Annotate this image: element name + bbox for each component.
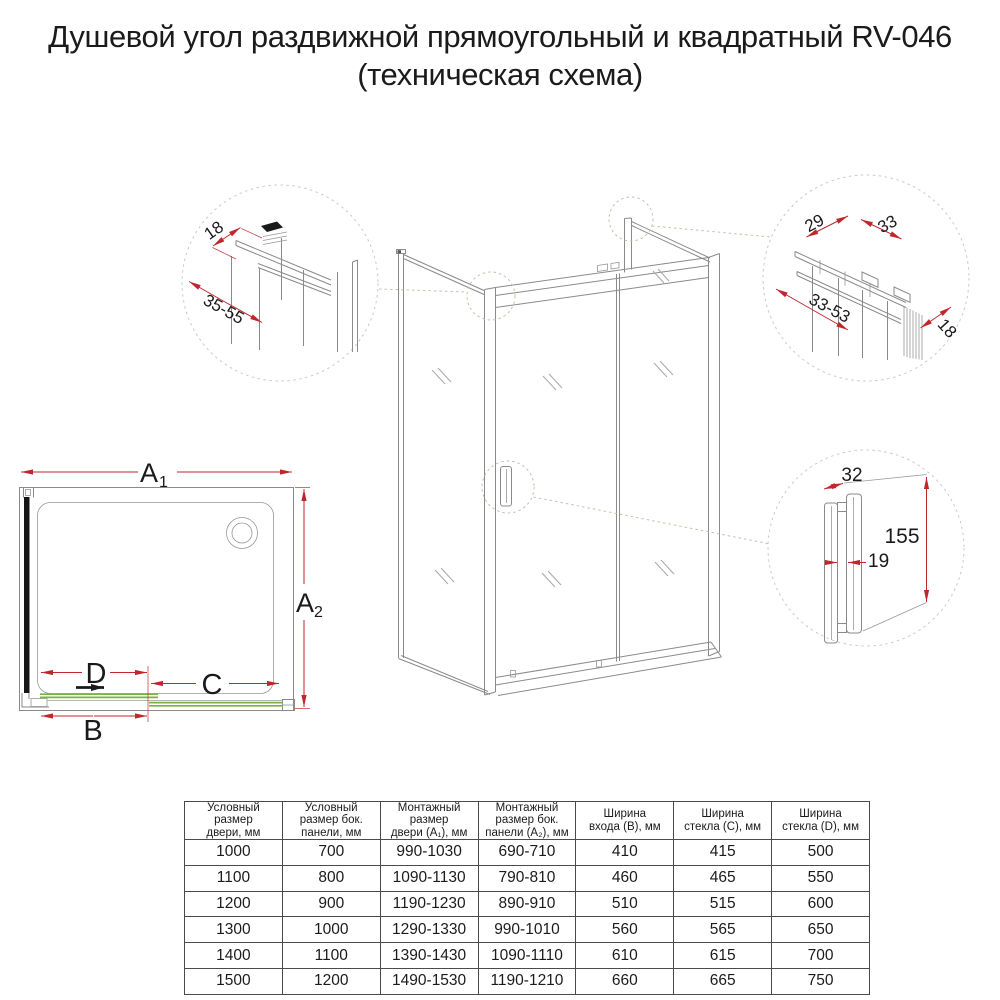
table-cell: 410	[576, 840, 674, 866]
page-title-line2: (техническая схема)	[357, 57, 643, 92]
table-cell: 460	[576, 865, 674, 891]
dim-a1-sub: 1	[159, 474, 168, 491]
mounting-clip	[261, 222, 283, 233]
dimension-a1	[21, 458, 292, 491]
dim-a2-sub: 2	[314, 604, 323, 621]
dim-b-label: B	[83, 715, 103, 747]
column-header: Ширина стекла (D), мм	[772, 802, 870, 840]
zoom-ring-handle	[482, 461, 534, 513]
drain-circle	[227, 518, 258, 549]
table-row	[185, 917, 870, 943]
size-table	[184, 801, 870, 995]
dim-29: 29	[801, 210, 828, 236]
table-cell: 790-810	[478, 865, 576, 891]
table-cell: 750	[772, 968, 870, 994]
detail-circle-top-left-outline	[182, 185, 378, 381]
detail-top-left	[189, 217, 358, 352]
table-cell: 515	[674, 891, 772, 917]
dim-d-label: D	[85, 658, 107, 690]
column-header: Ширина входа (B), мм	[576, 802, 674, 840]
table-cell: 510	[576, 891, 674, 917]
shower-tray	[38, 503, 274, 694]
door-handle	[501, 467, 512, 507]
table-row	[185, 968, 870, 994]
table-cell: 1000	[185, 840, 283, 866]
table-cell: 660	[576, 968, 674, 994]
sliding-door-frame	[485, 254, 722, 696]
table-cell: 1290-1330	[380, 917, 478, 943]
plan-view	[20, 458, 324, 747]
table-cell: 700	[282, 840, 380, 866]
table-cell: 1200	[282, 968, 380, 994]
table-cell: 1000	[282, 917, 380, 943]
table-cell: 610	[576, 943, 674, 969]
dimension-c	[151, 669, 279, 701]
table-cell: 1500	[185, 968, 283, 994]
plan-outer-rect	[20, 488, 294, 711]
rear-wall-profile	[625, 218, 711, 273]
table-cell: 1400	[185, 943, 283, 969]
detail-top-right	[776, 210, 960, 360]
dim-18-top-left: 18	[200, 217, 228, 244]
fixed-glass-plan	[149, 703, 283, 706]
dim-c-label: C	[201, 669, 223, 701]
table-row	[185, 865, 870, 891]
table-cell: 890-910	[478, 891, 576, 917]
table-cell: 465	[674, 865, 772, 891]
dim-33-53: 33-53	[805, 289, 854, 327]
size-table-head	[185, 802, 870, 840]
glass-reflection-marks	[432, 269, 674, 587]
table-cell: 1190-1230	[380, 891, 478, 917]
table-cell: 1190-1210	[478, 968, 576, 994]
table-cell: 990-1010	[478, 917, 576, 943]
dim-a1-label: A	[139, 458, 158, 488]
column-header: Ширина стекла (C), мм	[674, 802, 772, 840]
page-title-line1: Душевой угол раздвижной прямоугольный и квадратный RV-046	[48, 19, 952, 54]
table-cell: 550	[772, 865, 870, 891]
table-cell: 1200	[185, 891, 283, 917]
table-row	[185, 840, 870, 866]
table-cell: 700	[772, 943, 870, 969]
table-cell: 1090-1110	[478, 943, 576, 969]
detail-handle	[824, 465, 927, 643]
dim-33: 33	[874, 211, 901, 237]
detail-leader-lines	[379, 197, 771, 544]
table-cell: 1300	[185, 917, 283, 943]
table-cell: 650	[772, 917, 870, 943]
side-glass-panel-plan	[24, 497, 30, 693]
table-cell: 615	[674, 943, 772, 969]
dimension-a2	[295, 488, 323, 709]
table-row	[185, 943, 870, 969]
table-cell: 1100	[282, 943, 380, 969]
table-cell: 1100	[185, 865, 283, 891]
dim-a2-label: A	[296, 588, 315, 618]
column-header: Монтажный размер бок. панели (A₂), мм	[478, 802, 576, 840]
table-row	[185, 891, 870, 917]
table-cell: 500	[772, 840, 870, 866]
header-row	[185, 802, 870, 840]
detail-circle-handle-outline	[768, 450, 964, 646]
table-cell: 665	[674, 968, 772, 994]
table-cell: 1490-1530	[380, 968, 478, 994]
table-cell: 900	[282, 891, 380, 917]
table-cell: 1090-1130	[380, 865, 478, 891]
table-cell: 565	[674, 917, 772, 943]
column-header: Условный размер бок. панели, мм	[282, 802, 380, 840]
side-panel	[397, 250, 491, 695]
dimension-d	[41, 658, 147, 690]
sliding-door-glass-plan	[40, 694, 158, 697]
zoom-ring-top-corner	[467, 272, 515, 320]
column-header: Монтажный размер двери (A₁), мм	[380, 802, 478, 840]
dim-35-55: 35-55	[200, 290, 248, 329]
column-header: Условный размер двери, мм	[185, 802, 283, 840]
table-cell: 990-1030	[380, 840, 478, 866]
isometric-view	[379, 197, 771, 696]
table-cell: 415	[674, 840, 772, 866]
table-cell: 560	[576, 917, 674, 943]
table-cell: 690-710	[478, 840, 576, 866]
table-cell: 800	[282, 865, 380, 891]
dim-155: 155	[884, 525, 920, 548]
table-cell: 1390-1430	[380, 943, 478, 969]
size-table-body	[185, 840, 870, 995]
detail-circle-top-right-outline	[763, 175, 969, 381]
dim-19: 19	[868, 551, 890, 572]
dim-18-top-right: 18	[933, 314, 961, 342]
dim-32: 32	[841, 465, 863, 486]
table-cell: 600	[772, 891, 870, 917]
